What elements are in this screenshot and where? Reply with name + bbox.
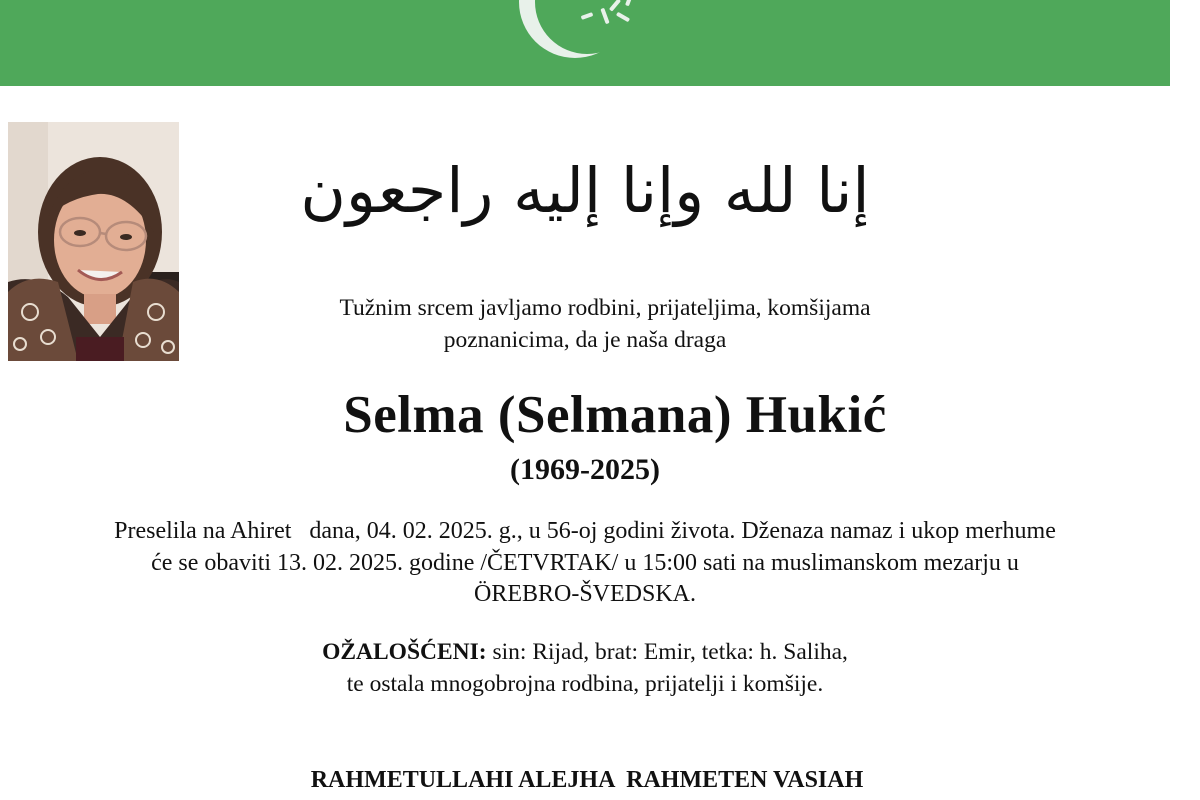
details-line-1: Preselila na Ahiret dana, 04. 02. 2025. g., u 56-oj godini života. Dženaza namaz i ukop merhume	[114, 518, 1056, 544]
mourners-label: OŽALOŠĆENI:	[322, 639, 487, 665]
intro-text	[0, 292, 1170, 356]
mourners-family: sin: Rijad, brat: Emir, tetka: h. Saliha,	[486, 639, 848, 665]
crescent-star-icon	[505, 0, 665, 70]
svg-text:إنا لله وإنا إليه راجعون: إنا لله وإنا إليه راجعون	[300, 154, 870, 227]
details-line-2: će se obaviti 13. 02. 2025. godine /ČETVRTAK/ u 15:00 sati na muslimanskom mezarju u	[151, 549, 1019, 576]
mourners-line-1	[0, 637, 1170, 669]
header-banner	[0, 0, 1170, 86]
details-line-3: ÖREBRO-ŠVEDSKA.	[473, 581, 697, 607]
mourners-section	[0, 637, 1170, 700]
deceased-name: Selma (Selmana) Hukić	[343, 386, 887, 444]
closing-prayer: RAHMETULLAHI ALEJHA RAHMETEN VASIAH	[310, 767, 864, 793]
deceased-years: (1969-2025)	[510, 453, 660, 486]
mourners-line-2: te ostala mnogobrojna rodbina, prijatelji i komšije.	[346, 670, 824, 697]
funeral-details	[0, 516, 1170, 611]
intro-line-1: Tužnim srcem javljamo rodbini, prijateljima, komšijama	[339, 295, 871, 321]
intro-line-2: poznanicima, da je naša draga	[443, 327, 727, 353]
arabic-calligraphy	[300, 120, 870, 260]
